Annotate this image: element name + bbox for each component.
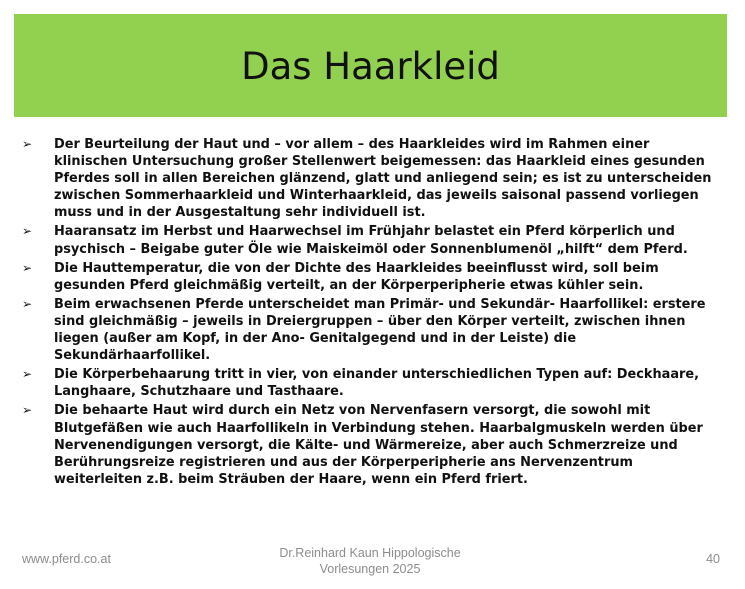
bullet-item: [22, 366, 722, 400]
bullet-text: Beim erwachsenen Pferde unterscheidet man Primär- und Sekundär- Haarfollikel: erstere sind gleichmäßig – jeweils in Dreiergruppen – über den Körper verteilt, zwischen ihnen liegen (außer am Kopf, in der Ano- Genitalgegend und in der Leiste) die Sekundärhaarfollikel.: [54, 296, 706, 364]
footer-author-line1: Dr.Reinhard Kaun Hippologische: [279, 546, 461, 560]
bullet-text: Die Körperbehaarung tritt in vier, von einander unterschiedlichen Typen auf: Deckhaare, Langhaare, Schutzhaare und Tasthaare.: [54, 367, 700, 400]
arrow-bullet-icon: ➢: [22, 224, 33, 239]
slide-title: Das Haarkleid: [241, 45, 500, 88]
footer-author-line2: Vorlesungen 2025: [319, 562, 421, 576]
arrow-bullet-icon: ➢: [22, 296, 33, 311]
bullet-list: [22, 136, 722, 490]
bullet-item: [22, 136, 722, 221]
arrow-bullet-icon: ➢: [22, 367, 33, 382]
footer-website: www.pferd.co.at: [22, 552, 111, 566]
bullet-item: [22, 223, 722, 257]
arrow-bullet-icon: ➢: [22, 403, 33, 418]
bullet-item: [22, 402, 722, 487]
bullet-text: Die Hauttemperatur, die von der Dichte des Haarkleides beeinflusst wird, soll beim gesunden Pferd gleichmäßig verteilt, an der Körperperipherie etwas kühler sein.: [54, 260, 659, 293]
bullet-text: Haaransatz im Herbst und Haarwechsel im Frühjahr belastet ein Pferd körperlich und psychisch – Beigabe guter Öle wie Maiskeimöl oder Sonnenblumenöl „hilft“ dem Pferd.: [54, 224, 688, 257]
bullet-item: [22, 296, 722, 364]
bullet-item: [22, 260, 722, 294]
footer-author: [255, 545, 485, 577]
arrow-bullet-icon: ➢: [22, 137, 33, 151]
page-number: 40: [706, 552, 720, 566]
arrow-bullet-icon: ➢: [22, 260, 33, 275]
bullet-text: Die behaarte Haut wird durch ein Netz von Nervenfasern versorgt, die sowohl mit Blutgefäßen wie auch Haarfollikeln in Verbindung stehen. Haarbalgmuskeln werden über Nervenendigungen versorgt, die Kälte- und Wärmereize, aber auch Schmerzreize und Berührungsreize registrieren und aus der Körperperipherie ans Nervenzentrum weiterleiten z.B. beim Sträuben der Haare, wenn ein Pferd friert.: [54, 403, 703, 487]
title-bar: [14, 14, 727, 117]
bullet-text: Der Beurteilung der Haut und – vor allem – des Haarkleides wird im Rahmen einer klinischen Untersuchung großer Stellenwert beigemessen: das Haarkleid eines gesunden Pferdes soll in allen Bereichen glänzend, glatt und anliegend sein; es ist zu unterscheiden zwischen Sommerhaarkleid und Winterhaarkleid, das jeweils saisonal passend vorliegen muss und in der Ausgestaltung sehr individuell ist.: [54, 137, 712, 221]
